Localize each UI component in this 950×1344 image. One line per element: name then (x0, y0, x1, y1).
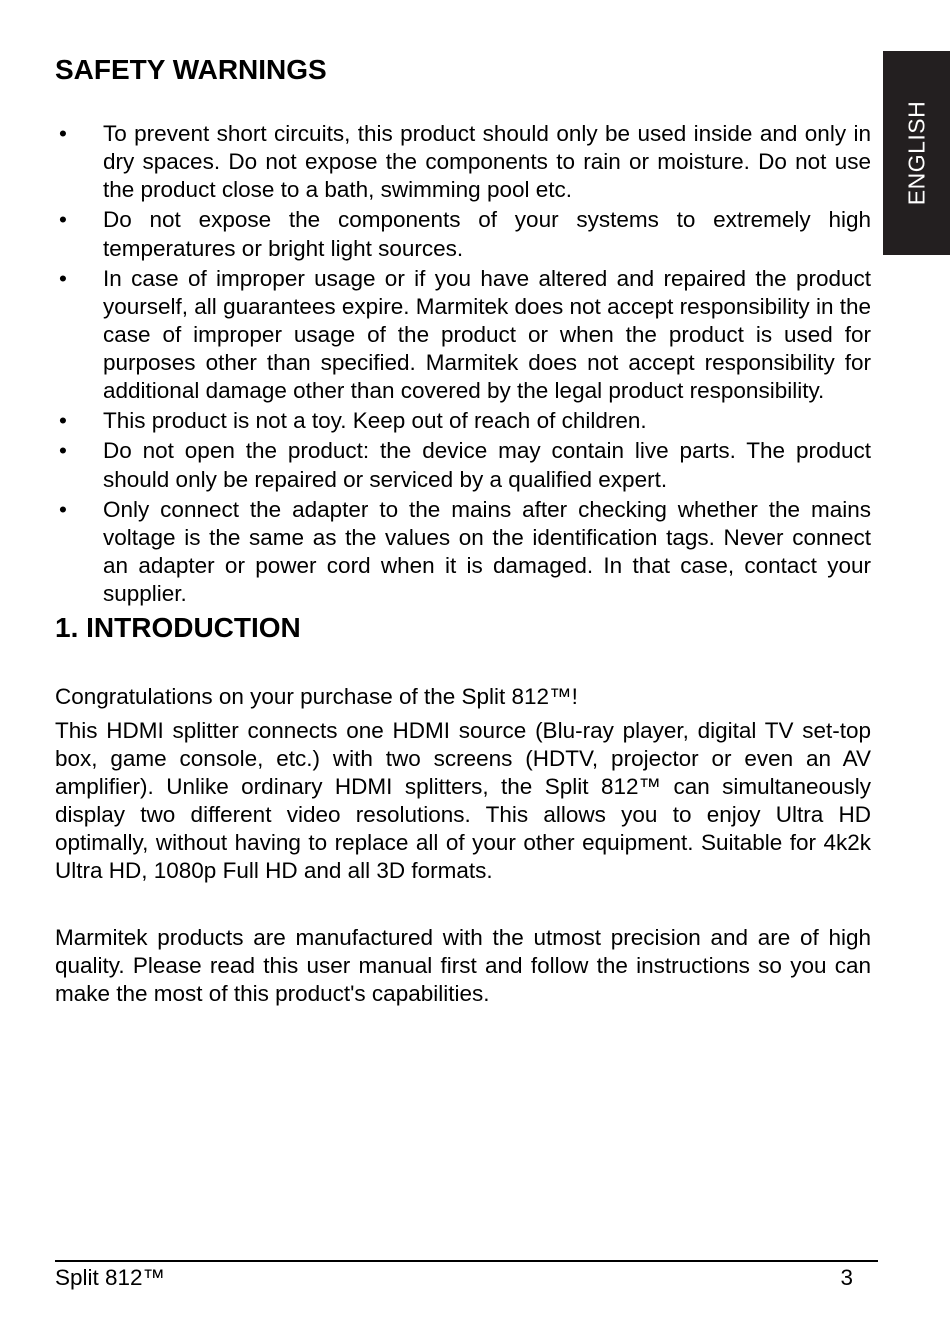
footer-product-name: Split 812™ (55, 1265, 166, 1290)
list-item (55, 407, 871, 435)
bullet-icon: • (59, 438, 67, 464)
intro-paragraph-quality: Marmitek products are manufactured with the utmost precision and are of high quality. Please read this user manual first and follow the instructions so you can make the most of this product's capabilities. (55, 925, 871, 1007)
warning-text: This product is not a toy. Keep out of reach of children. (103, 408, 647, 434)
bullet-icon: • (59, 207, 67, 233)
warning-text: To prevent short circuits, this product should only be used inside and only in dry spaces. Do not expose the components to rain or moisture. Do not use the product close to a bath, swimming pool etc. (103, 121, 871, 203)
list-item (55, 437, 871, 493)
warning-text: Only connect the adapter to the mains after checking whether the mains voltage is the same as the values on the identification tags. Never connect an adapter or power cord when it is damaged. In that case, contact your supplier. (103, 496, 871, 607)
safety-warnings-heading: SAFETY WARNINGS (55, 54, 327, 85)
list-item (55, 206, 871, 262)
list-item (55, 120, 871, 205)
warning-text: Do not expose the components of your systems to extremely high temperatures or bright light sources. (103, 207, 871, 261)
footer-divider (55, 1260, 878, 1262)
list-item (55, 265, 871, 406)
warning-text: In case of improper usage or if you have altered and repaired the product yourself, all guarantees expire. Marmitek does not accept responsibility in the case of improper usage of the product or when the product is used for purposes other than specified. Marmitek does not accept responsibility for additional damage other than covered by the legal product responsibility. (103, 265, 871, 404)
language-tab-label: ENGLISH (903, 100, 929, 206)
safety-warnings-list (55, 120, 871, 608)
warning-text: Do not open the product: the device may contain live parts. The product should only be repaired or serviced by a qualified expert. (103, 438, 871, 492)
language-tab (883, 51, 950, 255)
intro-paragraph-congratulations: Congratulations on your purchase of the Split 812™! (55, 684, 578, 710)
intro-paragraph-description: This HDMI splitter connects one HDMI source (Blu-ray player, digital TV set-top box, game console, etc.) with two screens (HDTV, projector or even an AV amplifier). Unlike ordinary HDMI splitters, the Split 812™ can simultaneously display two different video resolutions. This allows you to enjoy Ultra HD optimally, without having to replace all of your other equipment. Suitable for 4k2k Ultra HD, 1080p Full HD and all 3D formats. (55, 718, 871, 884)
bullet-icon: • (59, 408, 67, 434)
introduction-heading: 1. INTRODUCTION (55, 612, 301, 644)
footer-page-number: 3 (840, 1265, 853, 1290)
bullet-icon: • (59, 121, 67, 146)
page-content (55, 52, 871, 1008)
list-item (55, 496, 871, 609)
bullet-icon: • (59, 496, 67, 522)
bullet-icon: • (59, 265, 67, 291)
